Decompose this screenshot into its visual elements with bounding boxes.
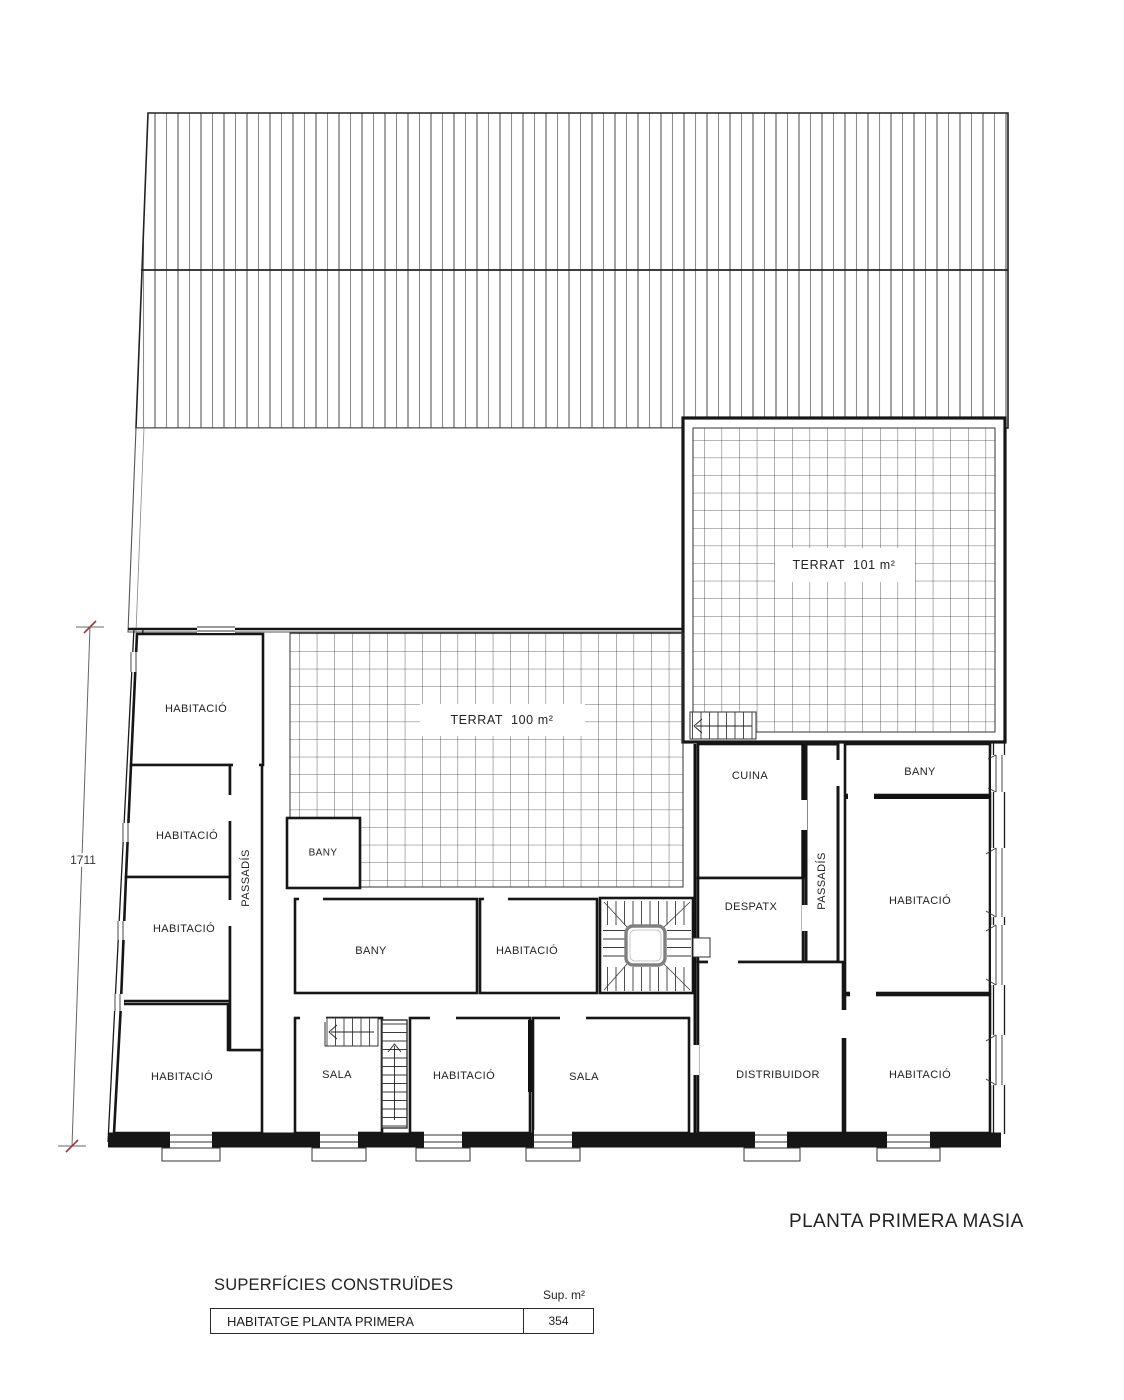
room-cuina xyxy=(698,744,803,878)
room-habitacio-se xyxy=(845,995,990,1133)
areas-table-title: SUPERFÍCIES CONSTRUÏDES xyxy=(214,1276,454,1294)
label-habitacio-w3: HABITACIÓ xyxy=(152,923,216,935)
label-bany-center: BANY xyxy=(355,945,387,957)
label-habitacio-east: HABITACIÓ xyxy=(888,895,952,907)
areas-table-unit-header: Sup. m² xyxy=(543,1288,586,1302)
label-passadis-left: PASSADÍS xyxy=(240,849,252,907)
label-despatx: DESPATX xyxy=(724,901,778,913)
room-habitacio-w2 xyxy=(126,765,230,877)
terrat-101 xyxy=(683,418,1005,742)
label-terrat-100: TERRAT 100 m² xyxy=(450,713,554,727)
label-bany-east: BANY xyxy=(904,766,936,778)
label-habitacio-nw: HABITACIÓ xyxy=(164,703,228,715)
top-window xyxy=(197,625,235,633)
terrat-101-stair xyxy=(690,712,756,739)
plan-title: PLANTA PRIMERA MASIA xyxy=(789,1211,1024,1232)
open-strip xyxy=(128,428,683,632)
label-habitacio-se: HABITACIÓ xyxy=(888,1069,952,1081)
label-habitacio-south: HABITACIÓ xyxy=(432,1070,496,1082)
areas-table-row xyxy=(210,1308,594,1334)
label-habitacio-center: HABITACIÓ xyxy=(495,945,559,957)
room-habitacio-w3 xyxy=(121,877,230,1001)
elevator-shaft xyxy=(626,926,665,965)
room-sala-right xyxy=(533,1018,689,1133)
label-passadis-right: PASSADÍS xyxy=(816,852,828,910)
label-habitacio-sw: HABITACIÓ xyxy=(150,1071,214,1083)
label-sala-right: SALA xyxy=(569,1071,599,1083)
corridor-passadis-left xyxy=(230,765,262,1050)
label-habitacio-w2: HABITACIÓ xyxy=(155,830,219,842)
room-despatx xyxy=(698,878,803,962)
room-distribuidor xyxy=(698,962,843,1133)
label-bany-small: BANY xyxy=(308,847,338,859)
room-habitacio-nw xyxy=(131,634,263,765)
stairwell-connector xyxy=(693,938,710,957)
label-terrat-101: TERRAT 101 m² xyxy=(792,558,896,572)
areas-table-row-value: 354 xyxy=(548,1314,569,1328)
dimension-value: 1711 xyxy=(70,853,96,867)
label-sala-left: SALA xyxy=(322,1069,352,1081)
areas-table-row-label: HABITATGE PLANTA PRIMERA xyxy=(211,1309,524,1333)
label-cuina: CUINA xyxy=(731,770,769,782)
label-distribuidor: DISTRIBUIDOR xyxy=(736,1069,820,1081)
roof-hatched-area xyxy=(136,113,1008,428)
dimension-line xyxy=(58,621,104,1152)
